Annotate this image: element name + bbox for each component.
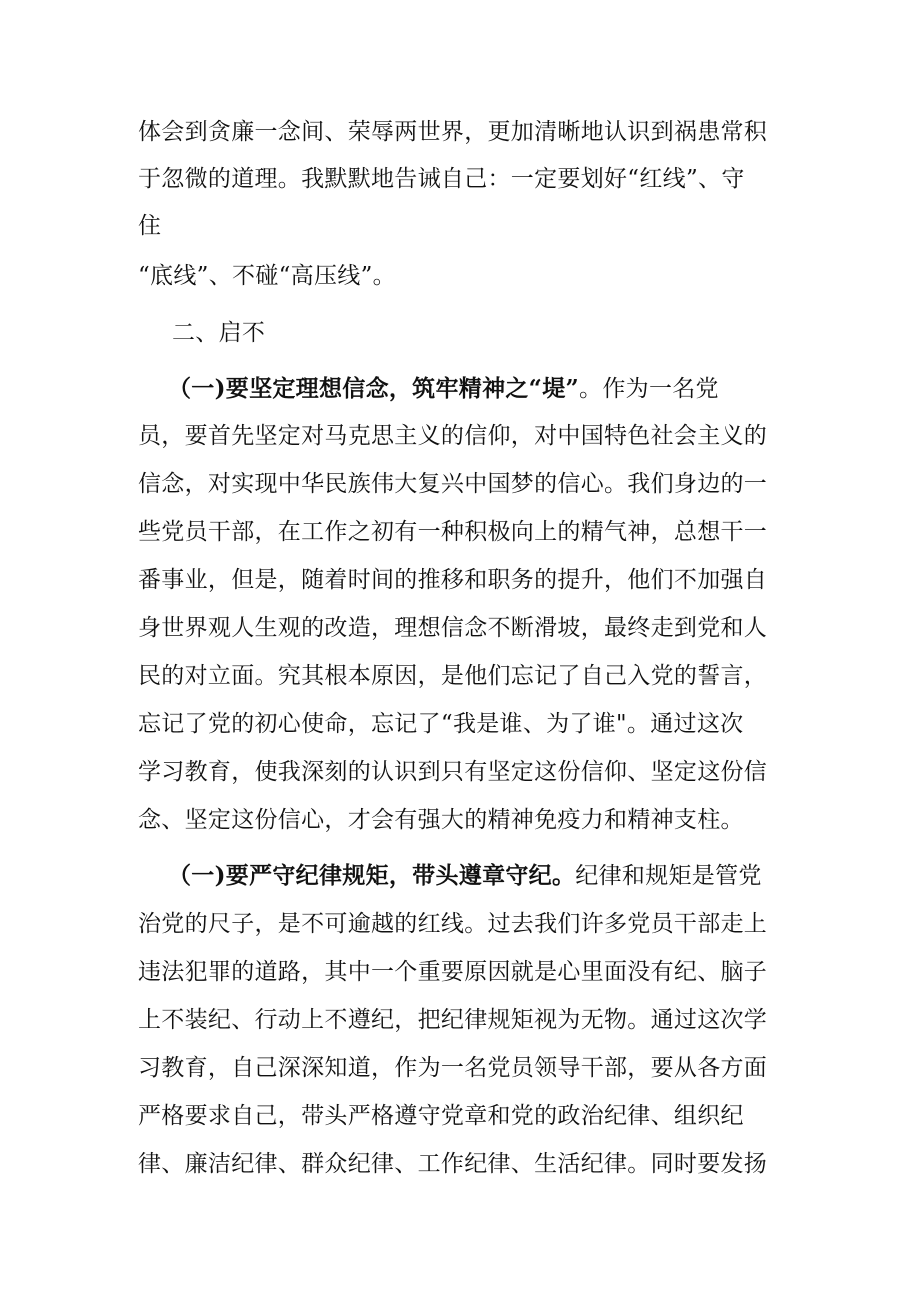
paragraph-line: 上不装纪、行动上不遵纪，把纪律规矩视为无物。通过这次学 <box>138 1007 768 1033</box>
paragraph-line: 念、坚定这份信心，才会有强大的精神免疫力和精神支柱。 <box>138 807 744 833</box>
subheading-title: （一)要坚定理想信念，筑牢精神之“堤” <box>168 375 580 402</box>
paragraph-line: “底线”、不碰“高压线”。 <box>138 263 396 289</box>
paragraph-line: 律、廉洁纪律、群众纪律、工作纪律、生活纪律。同时要发扬 <box>138 1151 768 1177</box>
paragraph-line: 住 <box>138 213 162 239</box>
paragraph-line: 番事业，但是，随着时间的推移和职务的提升，他们不加强自 <box>138 567 768 593</box>
paragraph-line: 习教育，自己深深知道，作为一名党员领导干部，要从各方面 <box>138 1055 768 1081</box>
paragraph-line: 民的对立面。究其根本原因，是他们忘记了自己入党的誓言， <box>138 663 768 689</box>
paragraph-line: 忘记了党的初心使命，忘记了“我是谁、为了谁"。通过这次 <box>138 711 744 737</box>
paragraph-line: 于忽微的道理。我默默地告诫自己：一定要划好“红线”、守 <box>138 166 745 192</box>
paragraph-line: 治党的尺子，是不可逾越的红线。过去我们许多党员干部走上 <box>138 911 768 937</box>
paragraph-line: 严格要求自己，带头严格遵守党章和党的政治纪律、组织纪 <box>138 1103 744 1129</box>
paragraph-line: 违法犯罪的道路，其中一个重要原因就是心里面没有纪、脑子 <box>138 959 768 985</box>
section-heading: 二、启不 <box>172 320 266 346</box>
paragraph-line: 学习教育，使我深刻的认识到只有坚定这份信仰、坚定这份信 <box>138 759 768 785</box>
paragraph-line: 体会到贪廉一念间、荣辱两世界，更加清晰地认识到祸患常积 <box>138 119 768 145</box>
subheading-bold <box>168 374 719 404</box>
paragraph-line: 些党员干部，在工作之初有一种积极向上的精气神，总想干一 <box>138 519 768 545</box>
paragraph-line: 信念，对实现中华民族伟大复兴中国梦的信心。我们身边的一 <box>138 471 768 497</box>
subheading-title: （一)要严守纪律规矩，带头遵章守纪。 <box>168 862 576 889</box>
subheading-bold <box>168 861 762 891</box>
paragraph-line: 身世界观人生观的改造，理想信念不断滑坡，最终走到党和人 <box>138 615 768 641</box>
subheading-continuation: 纪律和规矩是管党 <box>575 863 762 889</box>
paragraph-line: 员，要首先坚定对马克思主义的信仰，对中国特色社会主义的 <box>138 423 768 449</box>
subheading-continuation: 。作为一名党 <box>579 376 719 402</box>
